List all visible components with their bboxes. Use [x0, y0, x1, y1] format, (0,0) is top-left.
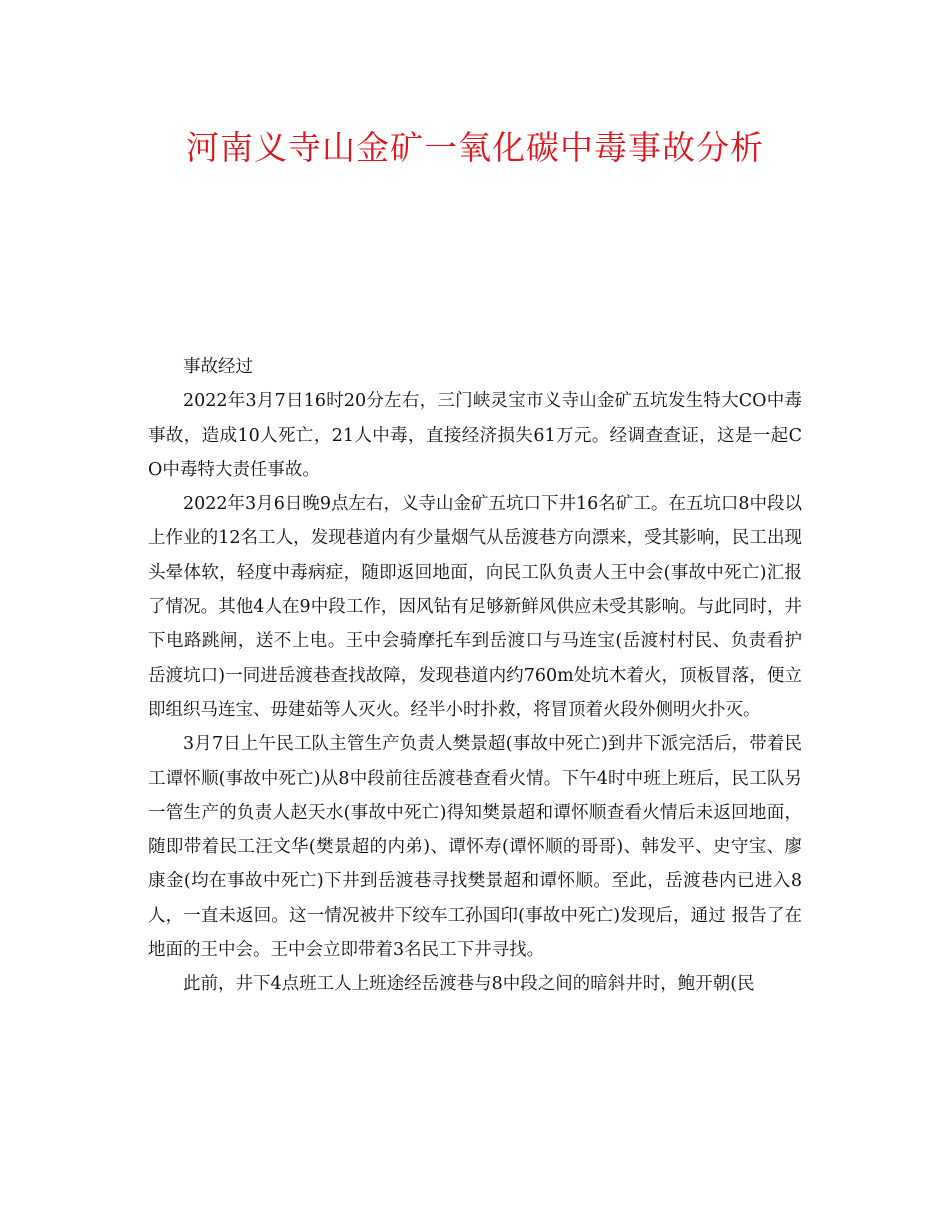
paragraph: 2022年3月6日晚9点左右，义寺山金矿五坑口下井16名矿工。在五坑口8中段以上作业的12名工人，发现巷道内有少量烟气从岳渡巷方向漂来，受其影响，民工出现头晕体软，轻度中毒病症，随即返回地面，向民工队负责人王中会(事故中死亡)汇报了情况。其他4人在9中段工作，因风钻有足够新鲜风供应未受其影响。与此同时，井下电路跳闸，送不上电。王中会骑摩托车到岳渡口与马连宝(岳渡村村民、负责看护岳渡坑口)一同进岳渡巷查找故障，发现巷道内约760m处坑木着火，顶板冒落，便立即组织马连宝、毋建茹等人灭火。经半小时扑救，将冒顶着火段外侧明火扑灭。 [148, 494, 802, 720]
paragraph: 此前，井下4点班工人上班途经岳渡巷与8中段之间的暗斜井时，鲍开朝(民 [183, 974, 755, 995]
document-body [148, 350, 802, 1002]
paragraph: 3月7日上午民工队主管生产负责人樊景超(事故中死亡)到井下派完活后，带着民工谭怀顺(事故中死亡)从8中段前往岳渡巷查看火情。下午4时中班上班后，民工队另一管生产的负责人赵天水(事故中死亡)得知樊景超和谭怀顺查看火情后未返回地面，随即带着民工汪文华(樊景超的内弟)、谭怀寿(谭怀顺的哥哥)、韩发平、史守宝、廖康金(均在事故中死亡)下井到岳渡巷寻找樊景超和谭怀顺。至此，岳渡巷内已进入8人，一直未返回。这一情况被井下绞车工孙国印(事故中死亡)发现后，通过 报告了在地面的王中会。王中会立即带着3名民工下井寻找。 [148, 734, 802, 961]
section-heading: 事故经过 [183, 357, 253, 377]
document-title: 河南义寺山金矿一氧化碳中毒事故分析 [186, 128, 764, 167]
paragraph: 2022年3月7日16时20分左右，三门峡灵宝市义寺山金矿五坑发生特大CO中毒事故，造成10人死亡，21人中毒，直接经济损失61万元。经调查查证，这是一起CO中毒特大责任事故。 [148, 391, 802, 480]
